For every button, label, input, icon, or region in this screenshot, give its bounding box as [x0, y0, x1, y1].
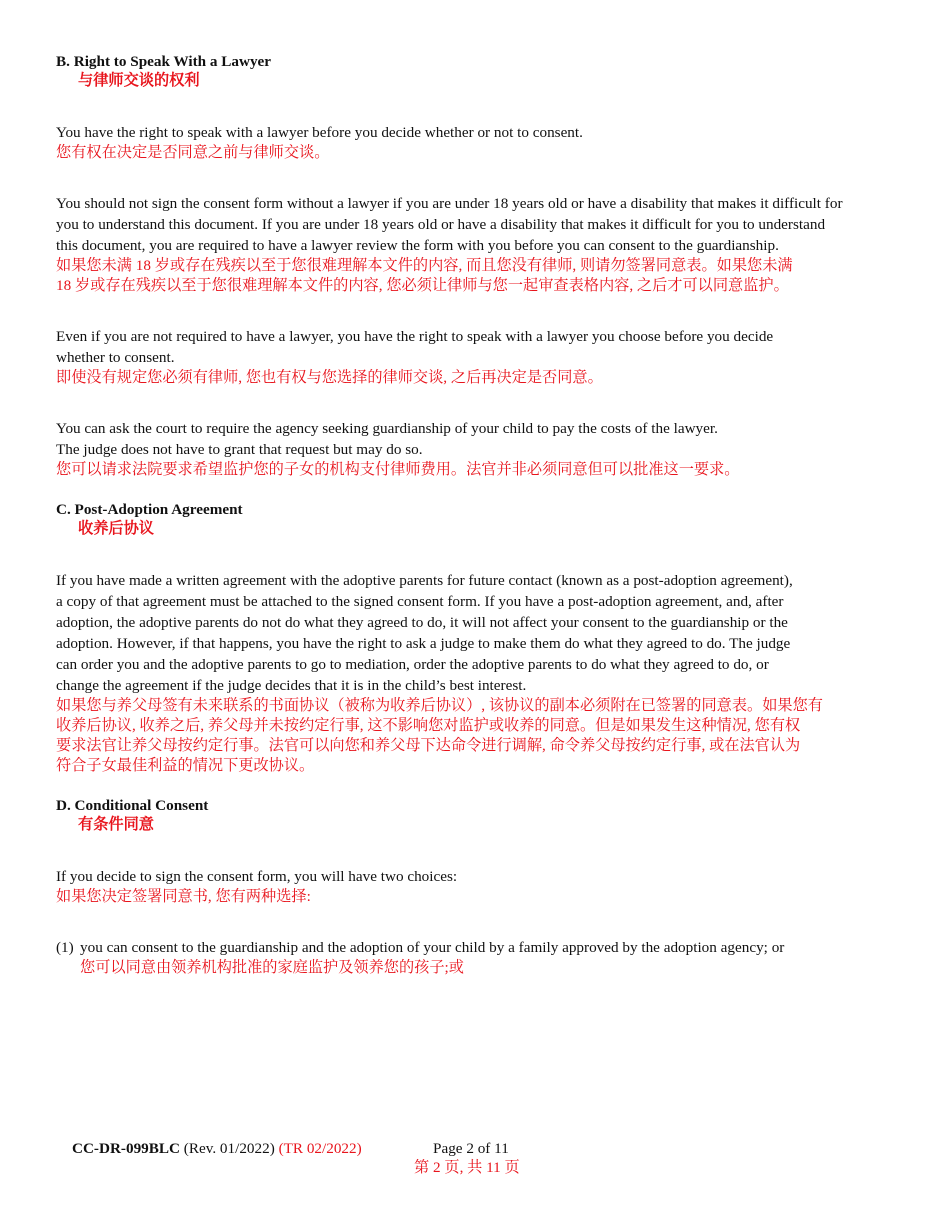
text-line: this document, you are required to have a lawyer review the form with you before you can consent to the guardianship.	[56, 237, 779, 254]
form-code: CC-DR-099BLC	[72, 1140, 180, 1157]
section-c	[56, 500, 896, 538]
section-b-heading: B. Right to Speak With a Lawyer	[56, 53, 272, 70]
text-line: can order you and the adoptive parents to go to mediation, order the adoptive parents to do what they agreed to do, or	[56, 656, 769, 673]
text-line-zh: 如果您与养父母签有未来联系的书面协议（被称为收养后协议）, 该协议的副本必须附在已签署的同意表。如果您有	[56, 697, 823, 714]
form-identifier	[72, 1139, 362, 1158]
text-line: You should not sign the consent form without a lawyer if you are under 18 years old or have a disability that makes it difficult for	[56, 195, 843, 212]
text-line: a copy of that agreement must be attached to the signed consent form. If you have a post-adoption agreement, and, after	[56, 593, 784, 610]
text-line: you to understand this document. If you are under 18 years old or have a disability that makes it difficult for you to understand	[56, 216, 826, 233]
text-line-zh: 您可以请求法院要求希望监护您的子女的机构支付律师费用。法官并非必须同意但可以批准这一要求。	[56, 461, 740, 478]
page-number: Page 2 of 11	[433, 1140, 509, 1157]
section-c-heading-zh: 收养后协议	[78, 520, 154, 537]
text-line-zh: 18 岁或存在残疾以至于您很难理解本文件的内容, 您必须让律师与您一起审查表格内容, 之后才可以同意监护。	[56, 277, 789, 294]
section-b	[56, 52, 896, 90]
section-b-paragraph-1-zh: 您有权在决定是否同意之前与律师交谈。	[56, 144, 330, 161]
list-item	[56, 937, 896, 978]
text-line: The judge does not have to grant that request but may do so.	[56, 441, 423, 458]
section-c-heading: C. Post-Adoption Agreement	[56, 501, 243, 518]
section-d-heading-zh: 有条件同意	[78, 816, 154, 833]
text-line: Even if you are not required to have a lawyer, you have the right to speak with a lawyer you choose before you decide	[56, 328, 774, 345]
document-page	[56, 52, 896, 978]
text-line: You can ask the court to require the agency seeking guardianship of your child to pay the costs of the lawyer.	[56, 420, 718, 437]
list-item-text-zh: 您可以同意由领养机构批准的家庭监护及领养您的孩子;或	[80, 959, 464, 976]
text-line-zh: 如果您未满 18 岁或存在残疾以至于您很难理解本文件的内容, 而且您没有律师, 则请勿签署同意表。如果您未满	[56, 257, 793, 274]
form-revision: (Rev. 01/2022)	[183, 1140, 275, 1157]
section-b-paragraph-3	[56, 326, 896, 388]
text-line-zh: 收养后协议, 收养之后, 养父母并未按约定行事, 这不影响您对监护或收养的同意。但是如果发生这种情况, 您有权	[56, 717, 801, 734]
section-b-paragraph-4	[56, 418, 896, 480]
list-item-text: you can consent to the guardianship and the adoption of your child by a family approved by the adoption agency; or	[80, 939, 785, 956]
section-b-heading-zh: 与律师交谈的权利	[78, 72, 200, 89]
section-b-paragraph-2	[56, 193, 896, 296]
text-line: adoption, the adoptive parents do not do what they agreed to do, it will not affect your consent to the guardianship or the	[56, 614, 788, 631]
translation-revision: (TR 02/2022)	[278, 1140, 362, 1157]
text-line-zh: 符合子女最佳利益的情况下更改协议。	[56, 757, 315, 774]
section-d-heading: D. Conditional Consent	[56, 797, 209, 814]
text-line: If you have made a written agreement with the adoptive parents for future contact (known as a post-adoption agreement),	[56, 572, 793, 589]
section-c-paragraph-1	[56, 570, 896, 776]
section-d-paragraph-1-zh: 如果您决定签署同意书, 您有两种选择:	[56, 888, 311, 905]
section-d	[56, 796, 896, 834]
text-line: whether to consent.	[56, 349, 175, 366]
text-line-zh: 即使没有规定您必须有律师, 您也有权与您选择的律师交谈, 之后再决定是否同意。	[56, 369, 603, 386]
page-number-zh: 第 2 页, 共 11 页	[414, 1159, 520, 1176]
text-line-zh: 要求法官让养父母按约定行事。法官可以向您和养父母下达命令进行调解, 命令养父母按约定行事, 或在法官认为	[56, 737, 801, 754]
text-line: change the agreement if the judge decides that it is in the child’s best interest.	[56, 677, 527, 694]
text-line: adoption. However, if that happens, you have the right to ask a judge to make them do what they agreed to do. The judge	[56, 635, 791, 652]
section-d-paragraph-1: If you decide to sign the consent form, you will have two choices:	[56, 868, 458, 885]
section-b-paragraph-1: You have the right to speak with a lawyer before you decide whether or not to consent.	[56, 124, 583, 141]
list-item-number: (1)	[56, 939, 74, 956]
